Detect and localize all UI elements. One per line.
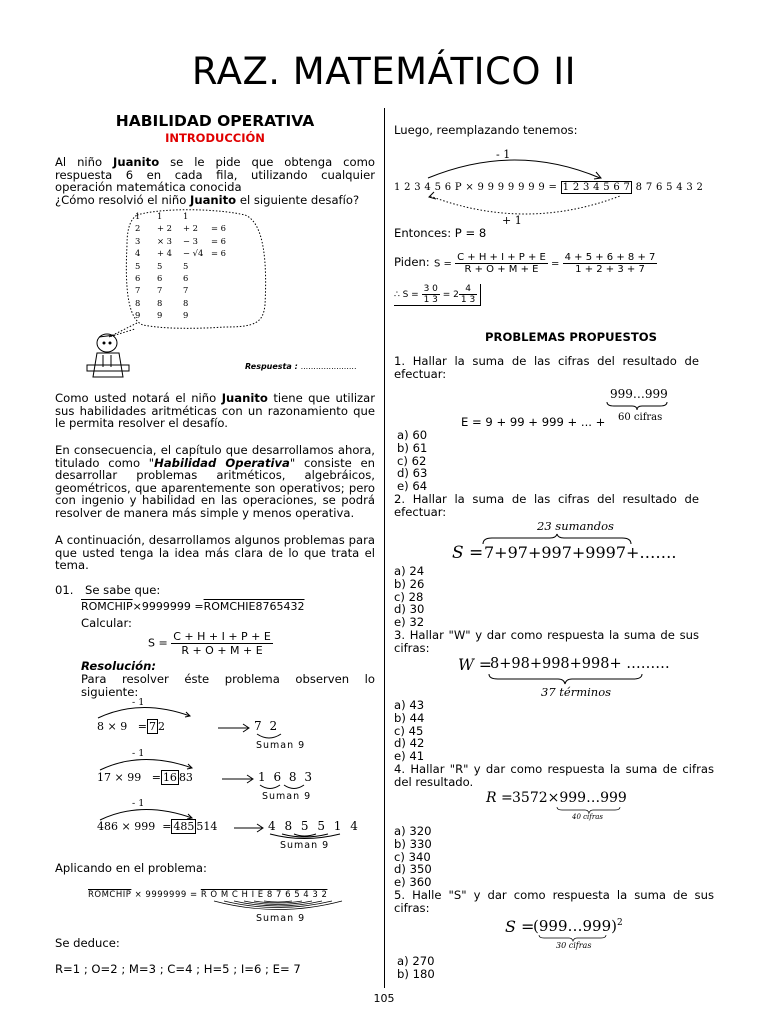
puzzle-cell: 6 — [183, 272, 189, 283]
puzzle-cell: 8 — [135, 297, 141, 308]
page-number: 105 — [373, 992, 395, 1005]
example-a: 8 × 9 = 7 2 — [97, 720, 165, 733]
p3-brace — [488, 673, 644, 685]
luego-text: Luego, reemplazando tenemos: — [394, 123, 578, 137]
example-c: 486 × 999 = 485 514 — [97, 820, 218, 833]
puzzle-row — [135, 274, 255, 286]
paragraph-4: A continuación, desarrollamos algunos problemas para que usted tenga la idea más clara de lo que trata el tema. — [55, 533, 375, 573]
big-equation: 1 2 3 4 5 6 P × 9 9 9 9 9 9 9 = 1 2 3 4 5 6 7 8 7 6 5 4 3 2 — [394, 182, 704, 193]
child-figure-icon — [87, 334, 129, 377]
problems-title: PROBLEMAS PROPUESTOS — [485, 330, 657, 344]
p1-expression: E = 9 + 99 + 999 + ... + — [461, 415, 606, 429]
piden-formula: S = $\frac{C + H + I + P + E}{R + O + M + E}$ = $\frac{4 + 5 + 6 + 8 + 7}{1 + 2 + 3 + 7}$ — [434, 252, 656, 275]
puzzle-row — [135, 286, 255, 298]
arrow-b — [222, 773, 258, 785]
puzzle-cell: = 6 — [211, 248, 227, 259]
p2-options — [394, 565, 424, 629]
p1-options — [397, 429, 427, 493]
section-subtitle: INTRODUCCIÓN — [165, 131, 265, 145]
puzzle-row — [135, 224, 255, 236]
page-title: RAZ. MATEMÁTICO II — [191, 50, 577, 93]
puzzle-cell: 8 — [157, 297, 163, 308]
puzzle-cell: 4 — [135, 248, 141, 259]
resolucion-label: Resolución: — [81, 659, 157, 673]
paragraph-3: En consecuencia, el capítulo que desarrollamos ahora, titulado como "Habilidad Operativa" consiste en desarrollar problemas aritméticos, algebráicos, geométricos, que aparentemente son operativos; pero con ingenio y habilidad en las operaciones, se podrá resolver de manera más simple y menos operativa. — [55, 443, 375, 520]
p3-options — [394, 699, 424, 763]
p3-option-d: d) 42 — [394, 736, 425, 751]
arrow-c — [234, 822, 268, 834]
minus-one-a: - 1 — [132, 697, 145, 708]
p2-S: S = — [452, 543, 484, 563]
p2-option-e: e) 32 — [394, 615, 425, 630]
p3-brace-label: 37 términos — [541, 685, 612, 699]
puzzle-cell: 1 — [183, 211, 189, 221]
p2-expression: 7+97+997+9997+……. — [484, 543, 677, 562]
puzzle-cell: 2 — [135, 223, 141, 234]
p1-option-c: c) 62 — [397, 453, 427, 468]
problem-4: 4. Hallar "R" y dar como respuesta la suma de cifras del resultado. — [394, 762, 714, 789]
puzzle-cell: × 3 — [157, 235, 173, 246]
p1-option-d: d) 63 — [397, 466, 428, 481]
p1-brace — [606, 401, 668, 411]
p4-option-a: a) 320 — [394, 824, 432, 838]
arc-a — [90, 698, 210, 720]
puzzle-cell: 1 — [157, 211, 163, 221]
apply-suman: Suman 9 — [256, 913, 306, 924]
paragraph-2: Como usted notará el niño Juanito tiene que utilizar sus habilidades aritméticas con un razonamiento que le permita resolver el desafío. — [55, 391, 375, 431]
p3-option-e: e) 41 — [394, 749, 425, 764]
resolucion-text: Para resolver éste problema observen lo siguiente: — [81, 672, 375, 699]
example-01-number: 01. — [55, 583, 74, 597]
puzzle-cell: + 2 — [183, 223, 199, 234]
p5-options — [397, 955, 435, 981]
deduce-label: Se deduce: — [55, 936, 120, 950]
values-line: R=1 ; O=2 ; M=3 ; C=4 ; H=5 ; I=6 ; E= 7 — [55, 962, 301, 976]
arrow-a — [218, 722, 254, 734]
p2-option-a: a) 24 — [394, 564, 425, 578]
entonces-text: Entonces: P = 8 — [394, 226, 487, 240]
p1-option-b: b) 61 — [397, 440, 428, 455]
example-01-text: Se sabe que: — [85, 583, 161, 597]
minus-one-c: - 1 — [132, 798, 145, 809]
puzzle-cell: + 2 — [157, 223, 173, 234]
puzzle-cell: 9 — [135, 310, 141, 321]
puzzle-cell: 6 — [157, 272, 163, 283]
p4-option-c: c) 340 — [394, 849, 431, 864]
suman-b: Suman 9 — [262, 791, 312, 802]
name-juanito: Juanito — [113, 155, 160, 169]
piden-label: Piden: — [394, 255, 430, 269]
puzzle-cell: = 6 — [211, 235, 227, 246]
p4-options — [394, 825, 432, 889]
p2-brace-label: 23 sumandos — [537, 519, 614, 533]
p1-brace-label: 60 cifras — [618, 412, 663, 423]
digits-c: 4 8 5 5 1 4 — [268, 819, 361, 833]
puzzle-cell: 5 — [157, 260, 163, 271]
puzzle-cell: 3 — [135, 235, 141, 246]
problem-5: 5. Halle "S" y dar como respuesta la suma de sus cifras: — [394, 888, 714, 915]
p1-option-e: e) 64 — [397, 479, 428, 494]
result-formula: ∴ S = $\frac{3 0}{1 3}$ = 2 $\frac{4}{1 3}$ — [394, 284, 481, 306]
p3-option-c: c) 45 — [394, 723, 424, 738]
p5-brace-label: 30 cifras — [556, 941, 592, 950]
puzzle-cell: + 4 — [157, 248, 173, 259]
apply-text: Aplicando en el problema: — [55, 861, 207, 875]
p2-option-c: c) 28 — [394, 589, 424, 604]
puzzle-grid — [135, 212, 255, 324]
p1-brace-top: 999…999 — [610, 387, 668, 401]
intro-question: ¿Cómo resolvió el niño Juanito el siguiente desafío? — [55, 193, 360, 207]
apply-equation: ROMCHIP × 9999999 = R O M C H I E 8 7 6 5 4 3 2 — [88, 890, 328, 900]
suman-c: Suman 9 — [280, 840, 330, 851]
p3-W: W = — [458, 656, 492, 674]
puzzle-cell: = 6 — [211, 223, 227, 234]
arc-b — [92, 750, 212, 772]
p5-S: S = — [505, 917, 535, 936]
puzzle-cell: 6 — [135, 272, 141, 283]
column-divider — [384, 108, 385, 988]
problem-2: 2. Hallar la suma de las cifras del resultado de efectuar: — [394, 492, 699, 519]
puzzle-row — [135, 249, 255, 261]
suman-a: Suman 9 — [256, 740, 306, 751]
plus-one-right: + 1 — [502, 214, 522, 227]
p3-expression: 8+98+998+998+ ……… — [490, 656, 670, 672]
section-title: HABILIDAD OPERATIVA — [115, 112, 315, 130]
puzzle-cell: 9 — [183, 310, 189, 321]
problem-1: 1. Hallar la suma de las cifras del resultado de efectuar: — [394, 354, 699, 381]
p4-expression: 3572×999…999 — [512, 790, 627, 806]
puzzle-cell: 9 — [157, 310, 163, 321]
p4-option-e: e) 360 — [394, 875, 432, 890]
problem-3: 3. Hallar "W" y dar como respuesta la suma de sus cifras: — [394, 628, 699, 655]
puzzle-row — [135, 262, 255, 274]
puzzle-cell: 1 — [135, 211, 141, 221]
puzzle-row — [135, 299, 255, 311]
puzzle-cell: 7 — [157, 285, 163, 296]
minus-one-b: - 1 — [132, 748, 145, 759]
puzzle-cell: 7 — [135, 285, 141, 296]
calcular-label: Calcular: — [81, 616, 132, 630]
puzzle-cell: 5 — [183, 260, 189, 271]
p4-R: R = — [486, 790, 513, 806]
example-b: 17 × 99 = 16 83 — [97, 771, 193, 784]
puzzle-cell: 7 — [183, 285, 189, 296]
s-formula-left: S = $\frac{C + H + I + P + E}{R + O + M + E}$ — [148, 630, 271, 657]
puzzle-cell: 8 — [183, 297, 189, 308]
p3-option-b: b) 44 — [394, 710, 425, 725]
digits-a: 7 2 — [254, 719, 280, 733]
p4-option-d: d) 350 — [394, 862, 432, 877]
p5-option-b: b) 180 — [397, 966, 435, 981]
p2-option-d: d) 30 — [394, 602, 425, 617]
intro-paragraph: Al niño Juanito se le pide que obtenga como respuesta 6 en cada fila, utilizando cualquier operación matemática conocida — [55, 155, 375, 195]
puzzle-cell: − √4 — [183, 248, 204, 259]
example-01-equation: ROMCHIP×9999999 =ROMCHIE8765432 — [81, 600, 305, 613]
puzzle-cell: − 3 — [183, 235, 199, 246]
respuesta-line: Respuesta : ...................... — [245, 362, 357, 371]
p1-option-a: a) 60 — [397, 428, 428, 442]
p5-expression: (999…999)$^2$ — [533, 917, 623, 935]
minus-one-right: - 1 — [496, 148, 511, 161]
p2-option-b: b) 26 — [394, 576, 425, 591]
puzzle-cell: 5 — [135, 260, 141, 271]
puzzle-row — [135, 311, 255, 323]
p4-brace-label: 40 cifras — [572, 813, 603, 821]
p5-option-a: a) 270 — [397, 954, 435, 968]
p4-option-b: b) 330 — [394, 836, 432, 851]
digits-b: 1 6 8 3 — [258, 770, 314, 784]
p3-option-a: a) 43 — [394, 698, 425, 712]
